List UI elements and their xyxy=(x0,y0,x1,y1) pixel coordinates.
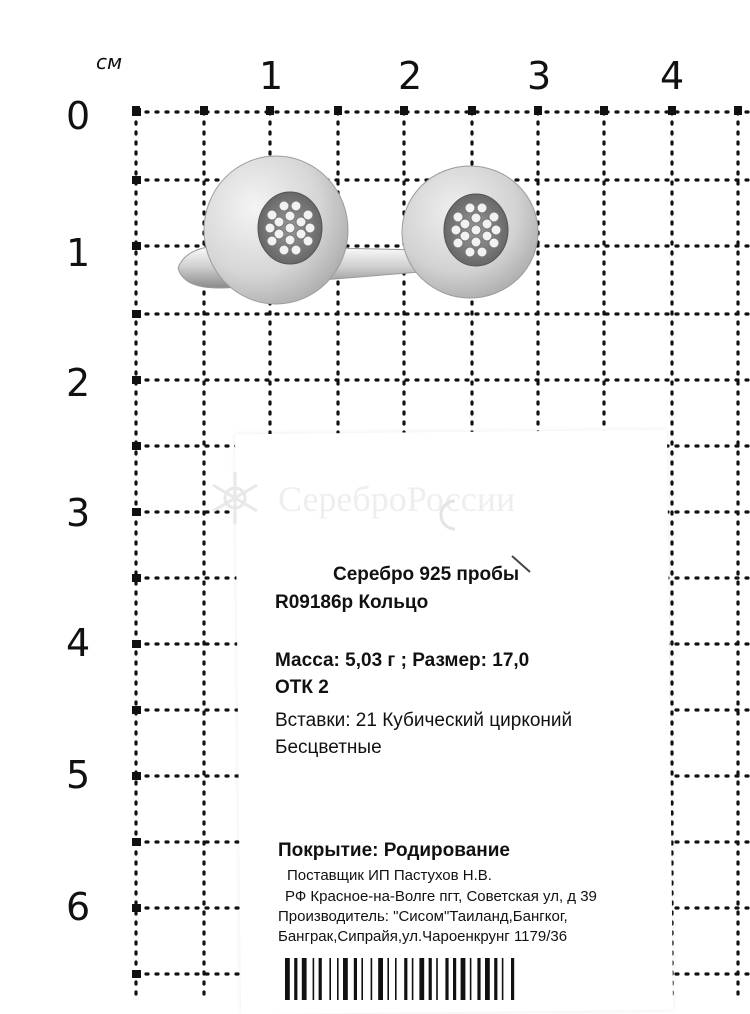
cubic-zirconia-stone xyxy=(279,245,289,255)
y-tick-4: 4 xyxy=(66,621,91,665)
cubic-zirconia-stone xyxy=(465,247,475,257)
y-tick-1: 1 xyxy=(66,231,91,275)
barcode-bar xyxy=(470,958,472,1000)
cubic-zirconia-stone xyxy=(453,212,463,222)
cubic-zirconia-stone xyxy=(267,210,277,220)
barcode-bar xyxy=(294,958,297,1000)
barcode-bar xyxy=(387,958,389,1000)
cubic-zirconia-stone xyxy=(491,225,501,235)
cubic-zirconia-stone xyxy=(471,237,481,247)
barcode-bar xyxy=(436,958,438,1000)
x-tick-4: 4 xyxy=(660,54,685,98)
weight-size: Масса: 5,03 г ; Размер: 17,0 xyxy=(275,650,530,671)
cubic-zirconia-stone xyxy=(453,238,463,248)
cubic-zirconia-stone xyxy=(285,235,295,245)
x-tick-1: 1 xyxy=(259,54,284,98)
barcode-bar xyxy=(285,958,290,1000)
barcode-bar xyxy=(313,958,315,1000)
barcode-bar xyxy=(378,958,383,1000)
barcode-bar xyxy=(445,958,448,1000)
cubic-zirconia-stone xyxy=(477,247,487,257)
y-tick-0: 0 xyxy=(66,94,91,138)
barcode-bar xyxy=(502,958,504,1000)
brand-watermark: СереброРоссии xyxy=(278,479,516,519)
barcode xyxy=(285,958,597,1000)
barcode-bar xyxy=(485,958,490,1000)
cubic-zirconia-stone xyxy=(471,213,481,223)
barcode-bar xyxy=(354,958,357,1000)
cubic-zirconia-stone xyxy=(285,223,295,233)
barcode-bar xyxy=(412,958,414,1000)
article-number: R09186р Кольцо xyxy=(275,592,429,613)
barcode-bar xyxy=(329,958,331,1000)
barcode-bar xyxy=(361,958,363,1000)
supplier: Поставщик ИП Пастухов Н.В. xyxy=(287,867,492,884)
y-tick-5: 5 xyxy=(66,753,91,797)
barcode-bar xyxy=(511,958,514,1000)
inserts-color: Бесцветные xyxy=(275,737,382,758)
barcode-bar xyxy=(461,958,466,1000)
y-tick-3: 3 xyxy=(66,491,91,535)
cubic-zirconia-stone xyxy=(305,223,315,233)
unit-label: см xyxy=(96,50,123,74)
cubic-zirconia-stone xyxy=(477,203,487,213)
x-tick-3: 3 xyxy=(527,54,552,98)
x-tick-2: 2 xyxy=(398,54,423,98)
cubic-zirconia-stone xyxy=(489,212,499,222)
cubic-zirconia-stone xyxy=(471,225,481,235)
cubic-zirconia-stone xyxy=(451,225,461,235)
cubic-zirconia-stone xyxy=(291,201,301,211)
cubic-zirconia-stone xyxy=(465,203,475,213)
cubic-zirconia-stone xyxy=(267,236,277,246)
supplier-address: РФ Красное-на-Волге пгт, Советская ул, д 39 xyxy=(285,888,597,905)
barcode-bar xyxy=(477,958,480,1000)
barcode-bar xyxy=(404,958,407,1000)
manufacturer-address: Банграк,Сипрайя,ул.Чароенкрунг 1179/36 xyxy=(278,928,568,945)
barcode-bar xyxy=(395,958,397,1000)
barcode-bar xyxy=(337,958,339,1000)
barcode-bar xyxy=(453,958,456,1000)
barcode-bar xyxy=(302,958,307,1000)
cubic-zirconia-stone xyxy=(291,245,301,255)
metal-grade: Серебро 925 пробы xyxy=(333,564,520,585)
cubic-zirconia-stone xyxy=(285,211,295,221)
cubic-zirconia-stone xyxy=(303,236,313,246)
cubic-zirconia-stone xyxy=(303,210,313,220)
y-tick-6: 6 xyxy=(66,885,91,929)
tag-hole xyxy=(425,495,465,535)
inserts: Вставки: 21 Кубический цирконий xyxy=(275,710,573,731)
cubic-zirconia-stone xyxy=(279,201,289,211)
barcode-bar xyxy=(494,958,497,1000)
qc-mark: ОТК 2 xyxy=(275,677,329,698)
barcode-bar xyxy=(319,958,322,1000)
barcode-bar xyxy=(429,958,432,1000)
cubic-zirconia-stone xyxy=(265,223,275,233)
coating: Покрытие: Родирование xyxy=(278,840,510,861)
manufacturer: Производитель: "Сисом"Таиланд,Бангког, xyxy=(278,908,568,925)
barcode-bar xyxy=(419,958,424,1000)
y-tick-2: 2 xyxy=(66,361,91,405)
barcode-bar xyxy=(343,958,348,1000)
snowflake-logo-icon xyxy=(205,468,265,528)
cubic-zirconia-stone xyxy=(489,238,499,248)
barcode-bar xyxy=(371,958,373,1000)
